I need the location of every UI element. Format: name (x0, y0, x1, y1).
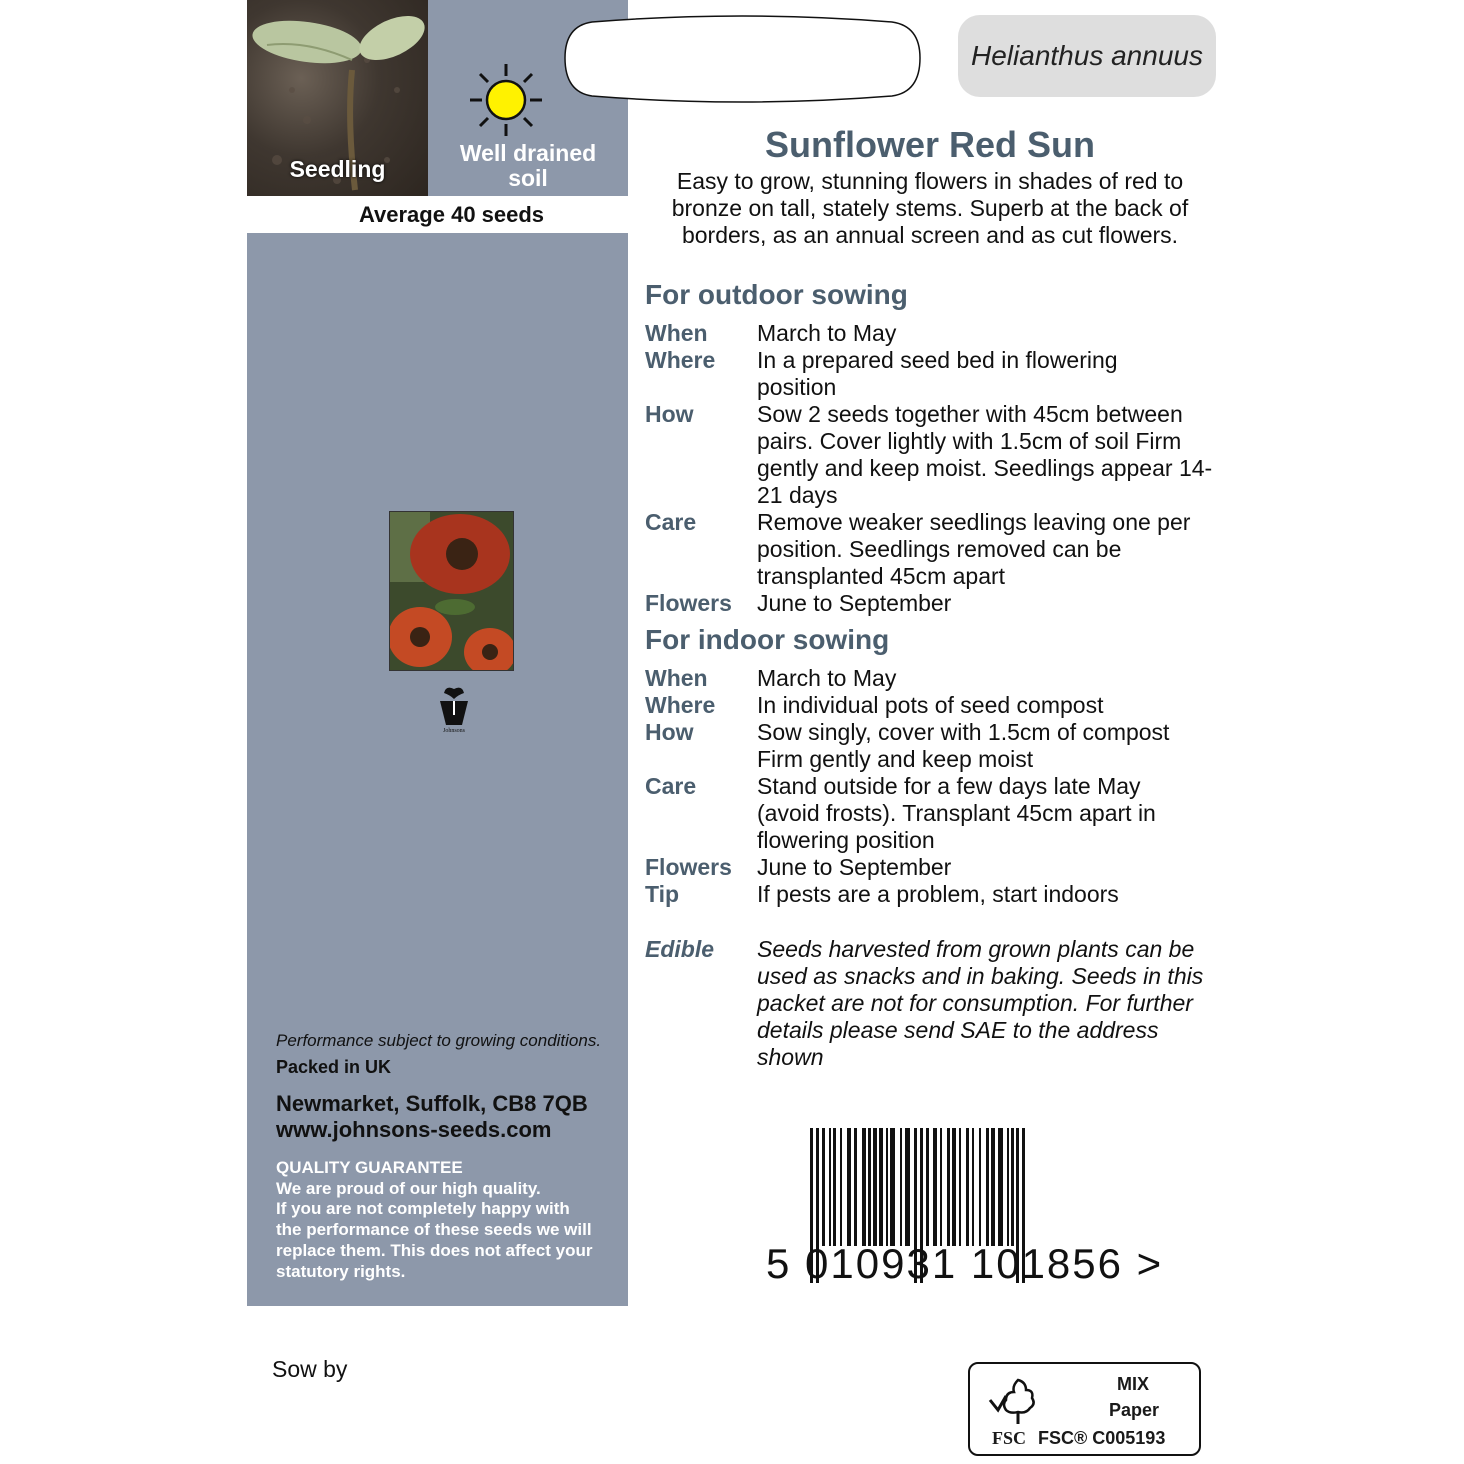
seed-count: Average 40 seeds (247, 196, 628, 233)
barcode-bar (979, 1128, 981, 1246)
fsc-paper: Paper (1108, 1400, 1159, 1420)
row-text: June to September (757, 854, 952, 880)
soil-label-line1: Well drained (459, 140, 597, 166)
guarantee-title: QUALITY GUARANTEE (276, 1158, 463, 1177)
barcode-bar (847, 1128, 851, 1246)
row-text: In a prepared seed bed in flowering position (757, 347, 1118, 400)
barcode-bar (959, 1128, 961, 1246)
soil-label-line2: soil (508, 165, 548, 191)
barcode-bar (873, 1128, 877, 1246)
barcode-bar (1011, 1128, 1014, 1246)
indoor-heading: For indoor sowing (645, 624, 890, 655)
row-label: How (645, 719, 694, 745)
indoor-row-where (645, 692, 1225, 719)
barcode-bar (862, 1128, 866, 1246)
row-text: June to September (757, 590, 952, 616)
row-text: Sow singly, cover with 1.5cm of compost Firm gently and keep moist (757, 719, 1170, 772)
outdoor-row-flowers (645, 590, 1225, 617)
seedling-photo (247, 0, 428, 196)
edible-text: Seeds harvested from grown plants can be used as snacks and in baking. Seeds in this packet are not for consumption. For further details please send SAE to the address shown (757, 936, 1204, 1070)
soil-label (428, 141, 628, 191)
quality-guarantee (276, 1158, 626, 1282)
intro-text (640, 168, 1220, 249)
edible-label: Edible (645, 936, 715, 962)
indoor-row-how (645, 719, 1225, 773)
row-label: How (645, 401, 694, 427)
address (276, 1091, 588, 1143)
barcode-bar (879, 1128, 883, 1246)
barcode-bar (966, 1128, 969, 1246)
row-text: Remove weaker seedlings leaving one per position. Seedlings removed can be transplanted 45cm apart (757, 509, 1191, 589)
outdoor-row-how (645, 401, 1225, 509)
packed-in: Packed in UK (276, 1057, 392, 1077)
barcode-bar (886, 1128, 888, 1246)
row-label: Where (645, 692, 716, 718)
intro-line: bronze on tall, stately stems. Superb at the back of (671, 195, 1189, 221)
left-panel (247, 0, 628, 1306)
barcode-bar (900, 1128, 902, 1246)
indoor-table (645, 665, 1225, 908)
barcode-bar (972, 1128, 974, 1246)
barcode-bar (890, 1128, 895, 1246)
barcode-bar (829, 1128, 831, 1246)
row-text: March to May (757, 665, 897, 691)
row-text: March to May (757, 320, 897, 346)
edible-note (645, 936, 1225, 1071)
intro-line: Easy to grow, stunning flowers in shades of red to (676, 168, 1184, 194)
guarantee-line: replace them. This does not affect your (276, 1240, 593, 1260)
outdoor-table (645, 320, 1225, 617)
barcode-bar (854, 1128, 857, 1246)
row-text: Sow 2 seeds together with 45cm between pairs. Cover lightly with 1.5cm of soil Firm gently and keep moist. Seedlings appear 14-21 days (757, 401, 1213, 508)
barcode-bar (991, 1128, 995, 1246)
indoor-row-tip (645, 881, 1225, 908)
logo-text: Johnsons (442, 728, 466, 734)
row-text: In individual pots of seed compost (757, 692, 1104, 718)
barcode-bar (998, 1128, 1003, 1246)
guarantee-line: We are proud of our high quality. (276, 1178, 541, 1198)
fsc-mix: MIX (1116, 1374, 1149, 1394)
barcode-bar (905, 1128, 910, 1246)
outdoor-row-when (645, 320, 1225, 347)
indoor-row-when (645, 665, 1225, 692)
disclaimer: Performance subject to growing conditions. (276, 1031, 602, 1050)
barcode-bar (833, 1128, 836, 1246)
barcode-bar (1007, 1128, 1009, 1246)
barcode-bar (947, 1128, 950, 1246)
barcode-bar (926, 1128, 929, 1246)
website: www.johnsons-seeds.com (276, 1117, 552, 1142)
row-label: When (645, 665, 708, 691)
latin-name: Helianthus annuus (958, 15, 1216, 97)
outdoor-row-where (645, 347, 1225, 401)
guarantee-line: statutory rights. (276, 1261, 406, 1281)
barcode-bar (868, 1128, 871, 1246)
outdoor-heading: For outdoor sowing (645, 279, 908, 310)
guarantee-line: the performance of these seeds we will (276, 1220, 592, 1240)
barcode-bar (822, 1128, 825, 1246)
intro-line: borders, as an annual screen and as cut flowers. (681, 222, 1179, 248)
row-label: Flowers (645, 854, 732, 880)
fsc-code: FSC® C005193 (1038, 1428, 1166, 1448)
barcode-bar (952, 1128, 956, 1246)
blank-name-tag (562, 12, 924, 108)
row-label: Where (645, 347, 716, 373)
indoor-row-care (645, 773, 1225, 854)
row-text: If pests are a problem, start indoors (757, 881, 1119, 907)
outdoor-row-care (645, 509, 1225, 590)
barcode-bar (840, 1128, 842, 1246)
row-label: Tip (645, 881, 680, 907)
sow-by-label: Sow by (272, 1356, 348, 1382)
seedling-label: Seedling (289, 156, 386, 182)
sun-icon (468, 62, 544, 138)
barcode-bar (986, 1128, 989, 1246)
page-title: Sunflower Red Sun (764, 124, 1095, 165)
barcode-bar (933, 1128, 937, 1246)
guarantee-line: If you are not completely happy with (276, 1199, 570, 1219)
row-label: Care (645, 509, 697, 535)
indoor-row-flowers (645, 854, 1225, 881)
sunflower-photo (389, 511, 514, 671)
row-label: Flowers (645, 590, 732, 616)
fsc-badge (968, 1362, 1201, 1456)
fsc-word: FSC (992, 1428, 1027, 1448)
row-text: Stand outside for a few days late May (avoid frosts). Transplant 45cm apart in flowering position (757, 773, 1156, 853)
address-line: Newmarket, Suffolk, CB8 7QB (276, 1091, 588, 1116)
row-label: When (645, 320, 708, 346)
barcode-digits: 5 010931 101856 > (766, 1240, 1164, 1287)
barcode-bar (940, 1128, 942, 1246)
johnsons-logo (434, 685, 474, 740)
row-label: Care (645, 773, 697, 799)
